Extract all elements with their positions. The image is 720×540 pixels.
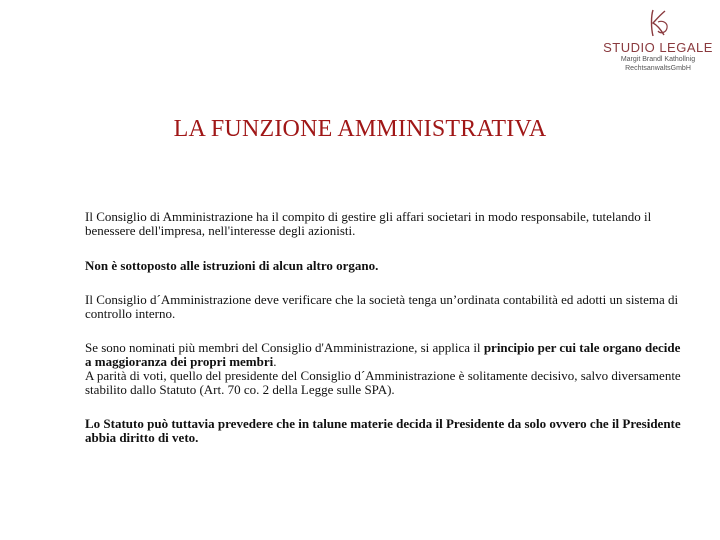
paragraph-duties: Il Consiglio di Amministrazione ha il compito di gestire gli affari societari in modo responsabile, tutelando il benessere dell'impresa, nell'interesse degli azionisti.: [85, 209, 652, 238]
majority-principle: principio per cui tale organo decide a maggioranza dei propri membri: [85, 340, 681, 369]
logo-name: STUDIO LEGALE: [603, 40, 713, 55]
body-text: [85, 210, 685, 445]
majority-text-intro: Se sono nominati più membri del Consiglio d'Amministrazione, si applica il: [85, 340, 484, 355]
kb-monogram-icon: [641, 6, 675, 40]
studio-logo: [600, 6, 716, 76]
logo-line-2: RechtsanwaltsGmbH: [625, 65, 691, 72]
paragraph-independence: Non è sottoposto alle istruzioni di alcun altro organo.: [85, 258, 379, 273]
tie-vote-text: A parità di voti, quello del presidente del Consiglio d´Amministrazione è solitamente decisivo, salvo diversamente stabilito dallo Statuto (Art. 70 co. 2 della Legge sulle SPA).: [85, 368, 681, 397]
page-title: LA FUNZIONE AMMINISTRATIVA: [173, 116, 547, 142]
paragraph-statute: Lo Statuto può tuttavia prevedere che in talune materie decida il Presidente da solo ovvero che il Presidente abbia diritto di veto.: [85, 416, 681, 445]
logo-line-1: Margit Brandl Kathollnig: [620, 56, 696, 63]
paragraph-majority: [85, 341, 685, 397]
majority-period: .: [273, 354, 277, 369]
paragraph-accounting: Il Consiglio d´Amministrazione deve verificare che la società tenga un’ordinata contabilità ed adotti un sistema di controllo interno.: [85, 292, 679, 321]
